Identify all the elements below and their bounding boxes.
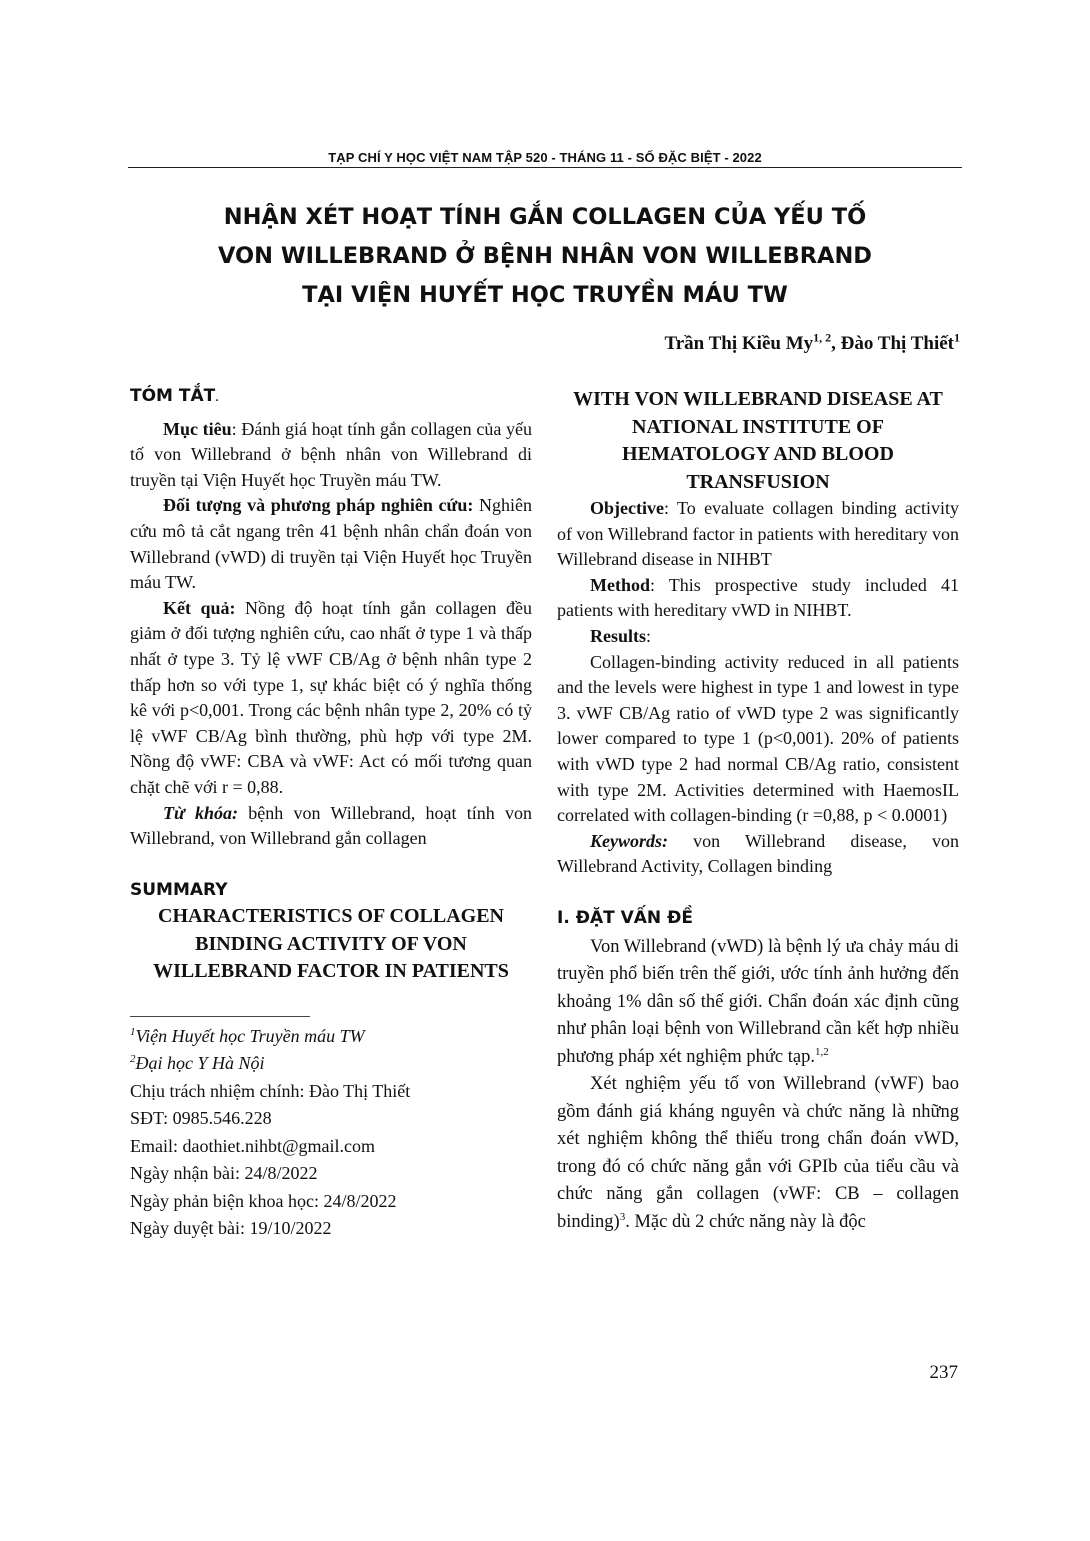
- intro-p2-tail: . Mặc dù 2 chức năng này là độc: [625, 1211, 866, 1232]
- intro-p1-text: Von Willebrand (vWD) là bệnh lý ưa chảy máu di truyền phổ biến trên thế giới, ước tính ảnh hưởng đến khoảng 1% dân số thế giới. Chẩn đoán xác định cũng như phân loại bệnh von Willebrand cần kết hợp nhiều phương pháp xét nghiệm phức tạp.: [557, 936, 959, 1067]
- date-accepted: Ngày duyệt bài: 19/10/2022: [130, 1218, 332, 1239]
- authors: [664, 330, 960, 355]
- summary-heading: SUMMARY: [130, 879, 228, 900]
- objective-text: : Đánh giá hoạt tính gắn collagen của yếu tố von Willebrand ở bệnh nhân von Willebrand di truyền tại Viện Huyết học Truyền máu TW.: [130, 418, 533, 490]
- intro-p2-citation: 3: [619, 1210, 626, 1223]
- summary-results-label: Results: [590, 625, 647, 646]
- journal-header: TẠP CHÍ Y HỌC VIỆT NAM TẬP 520 - THÁNG 11 - SỐ ĐẶC BIỆT - 2022: [328, 150, 762, 165]
- intro-paragraph-1: [557, 934, 959, 1072]
- title-line-2: VON WILLEBRAND Ở BỆNH NHÂN VON WILLEBRAND: [218, 243, 872, 269]
- corresponding-author: Chịu trách nhiệm chính: Đào Thị Thiết: [130, 1080, 411, 1101]
- article-title: [128, 198, 962, 315]
- english-title-part-1: CHARACTERISTICS OF COLLAGEN BINDING ACTIVITY OF VON WILLEBRAND FACTOR IN PATIENTS: [153, 905, 509, 983]
- email: Email: daothiet.nihbt@gmail.com: [130, 1135, 376, 1156]
- affiliation-2-mark: 2: [130, 1053, 136, 1066]
- summary-method-label: Method: [590, 574, 650, 595]
- right-column: [557, 384, 959, 1236]
- date-reviewed: Ngày phản biện khoa học: 24/8/2022: [130, 1190, 397, 1211]
- intro-paragraph-2: [557, 1071, 959, 1236]
- abstract-keywords: [130, 801, 532, 852]
- summary-keywords-text: von Willebrand disease, von Willebrand Activity, Collagen binding: [557, 830, 959, 877]
- summary-objective: [557, 496, 959, 573]
- results-label: Kết quả:: [163, 597, 236, 618]
- abstract-heading: [130, 384, 532, 413]
- summary-results-heading: [557, 624, 959, 650]
- author-1: Trần Thị Kiều My: [664, 333, 814, 354]
- left-column: [130, 384, 532, 1243]
- summary-keywords-label: Keywords:: [590, 830, 668, 851]
- keywords-label: Từ khóa:: [163, 802, 239, 823]
- english-title-part-2: WITH VON WILLEBRAND DISEASE AT NATIONAL INSTITUTE OF HEMATOLOGY AND BLOOD TRANSFUSION: [573, 388, 943, 493]
- intro-p2-text: Xét nghiệm yếu tố von Willebrand (vWF) bao gồm đánh giá kháng nguyên và chức năng là những xét nghiệm không thể thiếu trong chẩn đoán vWD, trong đó có chức năng gắn với GPIb của tiểu cầu và chức năng gắn collagen (vWF: CB – collagen binding): [557, 1074, 959, 1232]
- summary-method-text: : This prospective study included 41 patients with hereditary vWD in NIHBT.: [557, 574, 959, 621]
- summary-results-text: Collagen-binding activity reduced in all patients and the levels were highest in type 1 and lowest in type 3. vWF CB/Ag ratio of vWD type 2 was significantly lower compared to type 1 (p<0,001). 20% of patients with vWD type 2 had normal CB/Ag ratio, consistent with type 2M. Activities determined with HaemosIL correlated with collagen-binding (r =0,88, p < 0.0001): [557, 651, 959, 826]
- abstract-objective: [130, 417, 532, 494]
- abstract-methods: [130, 493, 532, 595]
- title-line-1: NHẬN XÉT HOẠT TÍNH GẮN COLLAGEN CỦA YẾU TỐ: [223, 204, 867, 230]
- footnote-rule: [130, 1016, 310, 1017]
- abstract-heading-text: TÓM TẮT: [130, 386, 216, 406]
- phone: SĐT: 0985.546.228: [130, 1108, 272, 1129]
- intro-heading: I. ĐẶT VẤN ĐỀ: [557, 907, 693, 928]
- affiliation-2: [130, 1050, 532, 1078]
- header-rule: [128, 167, 962, 168]
- summary-keywords: [557, 829, 959, 880]
- abstract-results: [130, 596, 532, 801]
- affiliation-1-mark: 1: [130, 1025, 136, 1038]
- keywords-text: bệnh von Willebrand, hoạt tính von Willebrand, von Willebrand gắn collagen: [130, 802, 532, 849]
- affiliation-1-text: Viện Huyết học Truyền máu TW: [135, 1025, 365, 1046]
- summary-results-colon: :: [646, 625, 652, 646]
- methods-label: Đối tượng và phương pháp nghiên cứu:: [163, 495, 474, 516]
- author-2: Đào Thị Thiết: [840, 333, 954, 354]
- title-line-3: TẠI VIỆN HUYẾT HỌC TRUYỀN MÁU TW: [302, 282, 788, 308]
- summary-objective-text: : To evaluate collagen binding activity of von Willebrand factor in patients with hereditary von Willebrand disease in NIHBT: [557, 498, 959, 570]
- author-1-affiliation: 1, 2: [813, 330, 832, 345]
- date-received: Ngày nhận bài: 24/8/2022: [130, 1163, 318, 1184]
- intro-p1-citation: 1,2: [814, 1045, 829, 1058]
- author-separator: ,: [831, 333, 841, 354]
- methods-text: Nghiên cứu mô tả cắt ngang trên 41 bệnh nhân chẩn đoán von Willebrand (vWD) di truyền tại Viện Huyết học Truyền máu TW.: [130, 495, 532, 593]
- results-text: Nồng độ hoạt tính gắn collagen đều giảm ở đối tượng nghiên cứu, cao nhất ở type 1 và thấp nhất ở type 3. Tỷ lệ vWF CB/Ag ở bệnh nhân type 2 thấp hơn so với type 1, sự khác biệt có ý nghĩa thống kê với p<0,001. Trong các bệnh nhân type 2, 20% có tỷ lệ vWF CB/Ag bình thường, phù hợp với type 2M. Nồng độ vWF: CBA và vWF: Act có mối tương quan chặt chẽ với r = 0,88.: [130, 597, 532, 797]
- objective-label: Mục tiêu: [163, 418, 232, 439]
- summary-method: [557, 573, 959, 624]
- affiliation-2-text: Đại học Y Hà Nội: [135, 1053, 265, 1074]
- affiliation-1: [130, 1023, 532, 1051]
- abstract-heading-dot: .: [215, 394, 219, 404]
- page-number: 237: [929, 1362, 958, 1383]
- summary-objective-label: Objective: [590, 498, 664, 518]
- author-2-affiliation: 1: [954, 330, 960, 345]
